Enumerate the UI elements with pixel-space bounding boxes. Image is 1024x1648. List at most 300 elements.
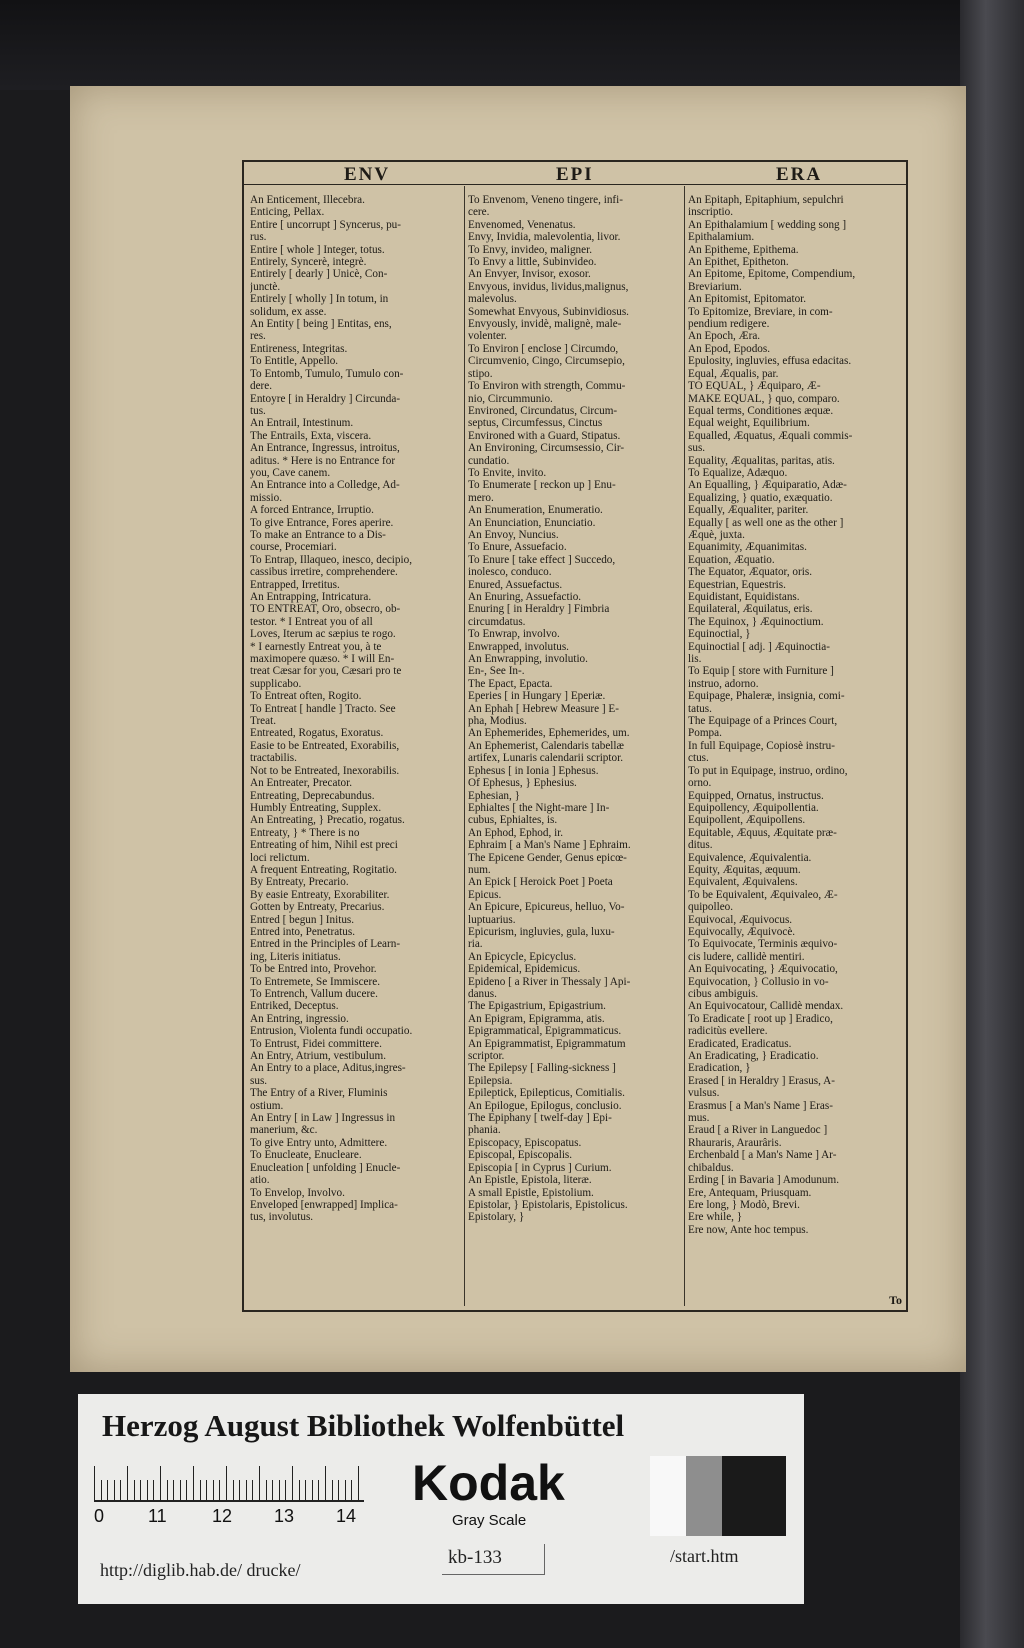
entry-line: Equal, Æqualis, par. [688,367,779,380]
entry-line: scriptor. [468,1050,505,1063]
dictionary-page [70,86,966,1372]
kodak-logo: Kodak [412,1455,565,1511]
gray-swatch-white [650,1456,686,1536]
entry-line: To Envy, invideo, maligner. [468,243,593,256]
entry-line: To put in Equipage, instruo, ordino, [688,764,848,777]
entry-line: Eraud [ a River in Languedoc ] [688,1124,828,1137]
entry-line: Entreaty, } * There is no [250,826,360,839]
ruler-tick [147,1480,148,1500]
ruler-tick [266,1480,267,1500]
column-env [250,194,462,1224]
entry-line: chibaldus. [688,1161,734,1174]
entry-line: To Enumerate [ reckon up ] Enu- [468,479,616,492]
entry-line: Eperies [ in Hungary ] Eperiæ. [468,690,606,703]
entry-line: Epistolary, } [468,1211,525,1224]
entry-line: Epideno [ a River in Thessaly ] Api- [468,975,631,988]
entry-line: To make an Entrance to a Dis- [250,528,386,541]
entry-line: Eradication, } [688,1062,751,1075]
entry-line: you, Cave canem. [250,466,331,479]
entry-line: Equality, Æqualitas, paritas, atis. [688,454,835,467]
entry-line: Equipollent, Æquipollens. [688,814,806,827]
entry-line: malevolus. [468,293,517,306]
entry-line: Entrapped, Irretitus. [250,578,340,591]
entry-line: quipolleo. [688,901,734,914]
gray-scale-label: Gray Scale [452,1512,527,1529]
entry-line: To Entrap, Illaqueo, inesco, decipio, [250,553,413,566]
entry-line: Enuring [ in Heraldry ] Fimbria [468,603,610,616]
ruler-tick [226,1466,227,1500]
entry-line: Equanimity, Æquanimitas. [688,541,807,554]
entry-line: Enured, Assuefactus. [468,578,563,591]
entry-line: Pompa. [688,727,722,740]
entry-line: Entreating, Deprecabundus. [250,789,375,802]
ruler-tick [206,1480,207,1500]
entry-line: The Epact, Epacta. [468,677,553,690]
entry-line: Envenomed, Venenatus. [468,218,576,231]
entry-line: To Equip [ store with Furniture ] [688,665,834,678]
entry-line: To Entrench, Vallum ducere. [250,988,378,1000]
ruler-number: 0 [94,1506,105,1526]
ruler-tick [292,1466,293,1500]
entry-line: To Equivocate, Terminis æquivo- [688,938,838,951]
shelfmark: kb-133 [442,1544,545,1575]
entry-line: An Enwrapping, involutio. [468,653,588,666]
entry-line: Circumvenio, Cingo, Circumsepio, [468,355,625,368]
entry-line: To Envenom, Veneno tingere, infi- [468,194,623,206]
entry-line: aditus. * Here is no Entrance for [250,454,396,467]
entry-line: Ephesus [ in Ionia ] Ephesus. [468,764,599,777]
ruler-tick [186,1480,187,1500]
entry-line: inolesco, conduco. [468,566,552,579]
entry-line: An Enumeration, Enumeratio. [468,504,603,517]
entry-line: TO ENTREAT, Oro, obsecro, ob- [250,603,401,616]
entry-line: To Entitle, Appello. [250,355,339,368]
entry-line: An Epilogue, Epilogus, conclusio. [468,1099,622,1112]
entry-line: ctus. [688,752,709,765]
entry-line: Equipollency, Æquipollentia. [688,801,819,814]
entry-line: Epicus. [468,888,502,901]
entry-line: An Entreater, Precator. [250,777,353,790]
entry-line: mus. [688,1112,710,1125]
entry-line: An Ephah [ Hebrew Measure ] E- [468,702,619,715]
entry-line: An Epitomist, Epitomator. [688,293,807,306]
entry-line: Equivocally, Æquivocè. [688,925,796,938]
entry-line: An Epitaph, Epitaphium, sepulchri [688,194,844,206]
entry-line: Epicurism, ingluvies, gula, luxu- [468,925,615,938]
entry-line: res. [250,330,266,343]
entry-line: An Enuring, Assuefactio. [468,591,582,603]
entry-line: rus. [250,231,267,244]
entry-line: loci relictum. [250,851,310,864]
entry-line: An Equalling, } Æquiparatio, Adæ- [688,479,847,492]
entry-line: Equal weight, Equilibrium. [688,417,810,430]
scanner-background [0,0,1024,90]
ruler-tick [200,1480,201,1500]
text-frame [242,160,908,1312]
entry-line: atio. [250,1174,270,1187]
ruler-tick [193,1466,194,1500]
entry-line: Epidemical, Epidemicus. [468,963,581,976]
entry-line: To Enure [ take effect ] Succedo, [468,553,616,566]
ruler-tick [213,1480,214,1500]
ruler-tick [160,1466,161,1500]
entry-line: Equalled, Æquatus, Æquali commis- [688,429,853,442]
ruler-tick [173,1480,174,1500]
entry-line: Treat. [250,715,277,728]
entry-line: An Entry [ in Law ] Ingressus in [250,1112,396,1125]
entry-line: An Entreating, } Precatio, rogatus. [250,814,405,827]
entry-line: An Entrance into a Colledge, Ad- [250,479,400,492]
entry-line: Epileptick, Epilepticus, Comitialis. [468,1087,625,1100]
entry-line: An Enunciation, Enunciatio. [468,516,596,529]
entry-line: Envyous, invidus, lividus,malignus, [468,280,629,293]
entry-line: danus. [468,988,497,1000]
entry-line: Equinoctial, } [688,628,751,641]
ruler-tick [305,1480,306,1500]
entry-line: MAKE EQUAL, } quo, comparo. [688,392,840,405]
entry-line: dere. [250,380,273,393]
entry-line: To Enwrap, involvo. [468,628,560,641]
entry-line: Entoyre [ in Heraldry ] Circunda- [250,392,401,405]
entry-line: Ere long, } Modò, Brevi. [688,1198,800,1211]
running-head-left: ENV [344,164,391,185]
entry-line: Æquè, juxta. [688,528,745,541]
entry-line: * I earnestly Entreat you, à te [250,640,382,653]
entry-line: Equivocation, } Collusio in vo- [688,975,829,988]
entry-line: Equation, Æquatio. [688,553,775,566]
entry-line: Enveloped [enwrapped] Implica- [250,1198,398,1211]
entry-line: Epithalamium. [688,231,755,244]
entry-line: By easie Entreaty, Exorabiliter. [250,888,390,901]
entry-line: Entirely, Syncerè, integrè. [250,256,367,269]
entry-line: An Epick [ Heroick Poet ] Poeta [468,876,613,889]
entry-line: An Entrapping, Intricatura. [250,591,372,603]
entry-line: Equity, Æquitas, æquum. [688,863,801,876]
entry-line: An Eradicating, } Eradicatio. [688,1050,819,1063]
entry-line: Environed with a Guard, Stipatus. [468,429,621,442]
entry-line: Entirely [ wholly ] In totum, in [250,293,389,306]
entry-line: Entred in the Principles of Learn- [250,938,401,951]
entry-line: To Envy a little, Subinvideo. [468,256,597,269]
entry-line: An Entrail, Intestinum. [250,417,354,430]
entry-line: Ere while, } [688,1211,743,1224]
ruler-number: 14 [336,1506,357,1526]
entry-line: An Enticement, Illecebra. [250,194,365,206]
entry-line: junctè. [250,280,281,293]
entry-line: Equivalence, Æquivalentia. [688,851,812,864]
ruler-number: 12 [212,1506,233,1526]
entry-line: To give Entrance, Fores aperire. [250,516,394,529]
entry-line: Epistolar, } Epistolaris, Epistolicus. [468,1198,628,1211]
entry-line: inscriptio. [688,206,734,219]
entry-line: The Equinox, } Æquinoctium. [688,615,824,628]
entry-line: An Entring, ingressio. [250,1012,349,1025]
entry-line: artifex, Lunaris calendarii scriptor. [468,752,624,765]
entry-line: Entrusion, Violenta fundi occupatio. [250,1025,413,1038]
entry-line: Somewhat Envyous, Subinvidiosus. [468,305,629,318]
entry-line: Equivocal, Æquivocus. [688,913,793,926]
head-rule [244,184,906,185]
entry-line: Eradicated, Eradicatus. [688,1037,792,1050]
ruler-tick [134,1480,135,1500]
entry-line: An Ephod, Ephod, ir. [468,826,564,839]
entry-line: An Ephemerist, Calendaris tabellæ [468,739,624,752]
entry-line: num. [468,863,491,876]
ruler-tick [127,1466,128,1500]
entry-line: En-, See In-. [468,665,525,678]
entry-line: The Epilepsy [ Falling-sickness ] [468,1062,616,1075]
entry-line: Entreating of him, Nihil est preci [250,839,398,852]
entry-line: manerium, &c. [250,1124,318,1137]
ruler-tick [167,1480,168,1500]
ruler-tick [318,1480,319,1500]
entry-line: To Envite, invito. [468,466,547,479]
ruler-tick [279,1480,280,1500]
entry-line: To Enure, Assuefacio. [468,541,567,554]
entry-line: Gotten by Entreaty, Precarius. [250,901,385,914]
entry-line: Erding [ in Bavaria ] Amodunum. [688,1174,840,1187]
entry-line: An Entry to a place, Aditus,ingres- [250,1062,406,1075]
ruler-tick [351,1480,352,1500]
entry-line: luptuarius. [468,913,516,926]
entry-line: To Envelop, Involvo. [250,1186,345,1199]
entry-line: An Ephemerides, Ephemerides, um. [468,727,630,740]
entry-line: tus. [250,404,266,417]
entry-line: Rhauraris, Araurâris. [688,1136,782,1149]
entry-line: radicitùs evellere. [688,1025,768,1038]
entry-line: nio, Circummunio. [468,392,553,405]
entry-line: An Envoy, Nuncius. [468,528,559,541]
entry-line: Enucleation [ unfolding ] Enucle- [250,1161,401,1174]
entry-line: Entire [ whole ] Integer, totus. [250,243,385,256]
entry-line: To Entreat [ handle ] Tracto. See [250,702,396,715]
entry-line: TO EQUAL, } Æquiparo, Æ- [688,380,821,393]
entry-line: Loves, Iterum ac sæpius te rogo. [250,628,396,641]
entry-line: The Equipage of a Princes Court, [688,715,838,728]
ruler-number: 11 [148,1506,167,1526]
entry-line: ostium. [250,1099,284,1112]
entry-line: To Environ with strength, Commu- [468,380,626,393]
entry-line: Equally, Æqualiter, pariter. [688,504,809,517]
ruler-tick [325,1466,326,1500]
entry-line: Entred [ begun ] Initus. [250,913,355,926]
entry-line: In full Equipage, Copiosè instru- [688,739,835,752]
entry-line: An Equivocating, } Æquivocatio, [688,963,838,976]
entry-line: An Epoch, Æra. [688,330,761,343]
entry-line: An Epicure, Epicureus, helluo, Vo- [468,901,625,914]
running-head-right: ERA [776,164,823,185]
entry-line: Epigrammatical, Epigrammaticus. [468,1025,622,1038]
entry-line: An Epitheme, Epithema. [688,243,799,256]
ruler-tick [107,1480,108,1500]
entry-line: instruo, adorno. [688,677,759,690]
source-url: http://diglib.hab.de/ drucke/ [100,1560,301,1580]
entry-line: cundatio. [468,454,510,467]
ruler-tick [312,1480,313,1500]
entry-line: To be Entred into, Provehor. [250,963,377,976]
entry-line: Of Ephesus, } Ephesius. [468,777,577,790]
entry-line: An Epistle, Epistola, literæ. [468,1174,592,1187]
gray-swatch-black [722,1456,786,1536]
entry-line: An Epithalamium [ wedding song ] [688,218,847,231]
entry-line: A forced Entrance, Irruptio. [250,504,374,517]
ruler-tick [358,1466,359,1500]
entry-line: Ephialtes [ the Night-mare ] In- [468,801,610,814]
entry-line: tatus. [688,702,712,715]
entry-line: An Entry, Atrium, vestibulum. [250,1050,387,1063]
entry-line: To Epitomize, Breviare, in com- [688,305,833,318]
ruler-tick [272,1480,273,1500]
entry-line: solidum, ex asse. [250,305,327,318]
entry-line: missio. [250,491,283,504]
entry-line: tractabilis. [250,752,297,765]
entry-line: An Epithet, Epitheton. [688,256,789,269]
entry-line: vulsus. [688,1087,720,1100]
entry-line: Equipage, Phaleræ, insignia, comi- [688,690,845,703]
entry-line: To Entremete, Se Immiscere. [250,975,380,988]
entry-line: cibus ambiguis. [688,988,759,1000]
ruler-tick [239,1480,240,1500]
entry-line: Episcopal, Episcopalis. [468,1149,573,1162]
entry-line: Enticing, Pellax. [250,206,325,219]
entry-line: Ephesian, } [468,789,520,802]
entry-line: Equinoctial [ adj. ] Æquinoctia- [688,640,830,653]
entry-line: testor. * I Entreat you of all [250,615,373,628]
entry-line: A small Epistle, Epistolium. [468,1186,594,1199]
entry-line: pha, Modius. [468,715,527,728]
entry-line: Equestrian, Equestris. [688,578,786,591]
running-head-center: EPI [556,164,594,185]
entry-line: supplicabo. [250,677,302,690]
entry-line: Episcopacy, Episcopatus. [468,1136,582,1149]
entry-line: Entire [ uncorrupt ] Syncerus, pu- [250,218,401,231]
entry-line: ditus. [688,839,713,852]
entry-line: Ephraim [ a Man's Name ] Ephraim. [468,839,631,852]
ruler-tick [101,1480,102,1500]
column-rule [464,186,465,1306]
entry-line: tus, involutus. [250,1211,314,1224]
entry-line: ria. [468,938,483,951]
entry-line: Breviarium. [688,280,742,293]
ruler-tick [299,1480,300,1500]
column-era [688,194,900,1236]
entry-line: Easie to be Entreated, Exorabilis, [250,739,400,752]
entry-line: cassibus irretire, comprehendere. [250,566,398,579]
entry-line: Epulosity, ingluvies, effusa edacitas. [688,355,852,368]
ruler-tick [259,1466,260,1500]
url-suffix: /start.htm [670,1546,739,1566]
entry-line: Envyously, invidè, malignè, male- [468,318,622,331]
entry-line: Ere now, Ante hoc tempus. [688,1223,809,1236]
entry-line: Equidistant, Equidistans. [688,591,800,603]
entry-line: Entred into, Penetratus. [250,925,356,938]
scan-target-card [78,1394,804,1604]
entry-line: Environed, Circundatus, Circum- [468,404,618,417]
library-title: Herzog August Bibliothek Wolfenbüttel [102,1408,625,1443]
entry-line: sus. [250,1074,268,1087]
entry-line: To be Equivalent, Æquivaleo, Æ- [688,888,838,901]
entry-line: cis ludere, callidè mentiri. [688,950,805,963]
entry-line: Equivalent, Æquivalens. [688,876,798,889]
ruler-tick [246,1480,247,1500]
catchword: To [889,1293,902,1307]
entry-line: The Epicene Gender, Genus epicœ- [468,851,627,864]
measurement-ruler [94,1464,364,1502]
entry-line: By Entreaty, Precario. [250,876,349,889]
column-epi [468,194,680,1224]
entry-line: maximopere quæso. * I will En- [250,653,395,666]
entry-line: To Entrust, Fidei committere. [250,1037,382,1050]
entry-line: Epilepsia. [468,1074,513,1087]
ruler-number: 13 [274,1506,295,1526]
entry-line: An Equivocatour, Callidè mendax. [688,1000,844,1013]
entry-line: An Epod, Epodos. [688,342,771,355]
entry-line: sus. [688,442,706,455]
entry-line: septus, Circumfessus, Cinctus [468,417,603,430]
ruler-tick [180,1480,181,1500]
entry-line: Equilateral, Æquilatus, eris. [688,603,813,616]
ruler-tick [233,1480,234,1500]
entry-line: Envy, Invidia, malevolentia, livor. [468,231,621,244]
entry-line: Episcopia [ in Cyprus ] Curium. [468,1161,612,1174]
ruler-tick [140,1480,141,1500]
entry-line: A frequent Entreating, Rogitatio. [250,863,397,876]
entry-line: mero. [468,491,494,504]
entry-line: To Entreat often, Rogito. [250,690,362,703]
entry-line: Entirely [ dearly ] Unicè, Con- [250,268,388,281]
entry-line: The Equator, Æquator, oris. [688,566,813,579]
ruler-tick [338,1480,339,1500]
entry-line: Enwrapped, involutus. [468,640,569,653]
entry-line: course, Procemiari. [250,541,337,554]
ruler-tick [94,1466,95,1500]
entry-line: Equally [ as well one as the other ] [688,516,844,529]
gray-swatch-mid [686,1456,722,1536]
ruler-tick [252,1480,253,1500]
entry-line: Erasmus [ a Man's Name ] Eras- [688,1099,833,1112]
entry-line: An Environing, Circumsessio, Cir- [468,442,625,455]
entry-line: An Entity [ being ] Entitas, ens, [250,318,392,331]
entry-line: Humbly Entreating, Supplex. [250,801,382,814]
entry-line: Equitable, Æquus, Æquitate præ- [688,826,837,839]
ruler-tick [219,1480,220,1500]
entry-line: An Envyer, Invisor, exosor. [468,268,591,281]
entry-line: An Entrance, Ingressus, introitus, [250,442,400,455]
entry-line: pendium redigere. [688,318,770,331]
entry-line: Equal terms, Conditiones æquæ. [688,404,834,417]
column-rule [684,186,685,1306]
entry-line: ing, Literis initiatus. [250,950,341,963]
entry-line: treat Cæsar for you, Cæsari pro te [250,665,402,678]
entry-line: volenter. [468,330,507,343]
entry-line: orno. [688,777,712,790]
entry-line: cere. [468,206,490,219]
ruler-tick [120,1480,121,1500]
entry-line: Ere, Antequam, Priusquam. [688,1186,812,1199]
entry-line: Equalizing, } quatio, exæquatio. [688,491,833,504]
entry-line: To Equalize, Adæquo. [688,466,788,479]
entry-line: An Epicycle, Epicyclus. [468,950,577,963]
entry-line: An Epigrammatist, Epigrammatum [468,1037,626,1050]
entry-line: The Entry of a River, Fluminis [250,1087,388,1100]
entry-line: The Entrails, Exta, viscera. [250,429,372,442]
entry-line: The Epiphany [ twelf-day ] Epi- [468,1112,612,1125]
ruler-tick [114,1480,115,1500]
entry-line: circumdatus. [468,615,526,628]
entry-line: Erchenbald [ a Man's Name ] Ar- [688,1149,837,1162]
entry-line: Not to be Entreated, Inexorabilis. [250,764,400,777]
entry-line: To Environ [ enclose ] Circumdo, [468,342,619,355]
